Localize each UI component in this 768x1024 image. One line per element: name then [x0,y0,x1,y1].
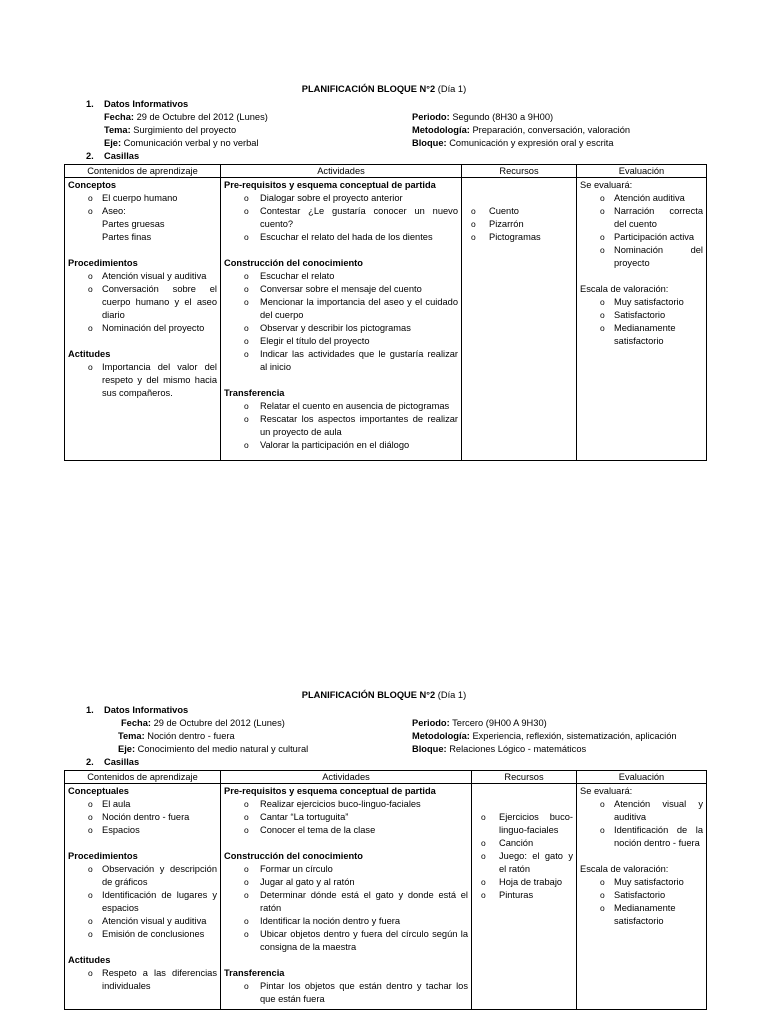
list-item: o Determinar dónde está el gato y donde está el ratón [224,889,468,915]
metodologia-value: Preparación, conversación, valoración [472,125,631,135]
contenidos-cell [65,178,221,461]
list-item: o Medianamente satisfactorio [580,322,703,348]
eje-row [104,137,259,150]
header-recursos: Recursos [462,165,577,178]
list-item: o Aseo: [68,205,217,218]
tema-value: Noción dentro - fuera [147,731,235,741]
plan-title [64,83,704,96]
recursos-cell [472,784,577,1010]
tema-row [104,124,236,137]
planning-table [64,164,707,461]
fecha-row [121,717,285,730]
evaluacion-cell [577,784,707,1010]
list-item: o Espacios [68,824,217,837]
eje-value: Comunicación verbal y no verbal [123,138,259,148]
eje-value: Conocimiento del medio natural y cultural [137,744,309,754]
list-item: o Atención auditiva [580,192,703,205]
list-item: o Satisfactorio [580,889,703,902]
header-recursos: Recursos [472,771,577,784]
list-item: o Atención visual y auditiva [68,915,217,928]
list-item: o Ejercicios buco-linguo-faciales [475,811,573,837]
section-heading: Casillas [104,757,140,767]
periodo-row [412,717,547,730]
evaluacion-section: Se evaluará: [580,180,633,190]
section-heading: Datos Informativos [104,99,189,109]
actividades-section: Construcción del conocimiento [224,258,363,268]
actividades-section: Pre-requisitos y esquema conceptual de partida [224,180,436,190]
list-item: o Contestar ¿Le gustaría conocer un nuevo cuento? [224,205,458,231]
title-text: PLANIFICACIÓN BLOQUE N°2 [301,690,436,700]
bloque-value: Relaciones Lógico - matemáticos [449,744,587,754]
contenidos-section: Procedimientos [68,258,138,268]
list-item: o El aula [68,798,217,811]
bloque-row [412,137,614,150]
periodo-label: Periodo: [412,718,450,728]
actividades-section: Transferencia [224,968,285,978]
datos-informativos [64,704,704,756]
list-item: o Dialogar sobre el proyecto anterior [224,192,458,205]
list-item: o Indicar las actividades que le gustaría realizar al inicio [224,348,458,374]
metodologia-row [412,124,630,137]
table-header-row [65,771,707,784]
periodo-label: Periodo: [412,112,450,122]
actividades-section: Construcción del conocimiento [224,851,363,861]
list-item: o Mencionar la importancia del aseo y el cuidado del cuerpo [224,296,458,322]
sub-item: Partes finas [102,232,152,242]
title-text: PLANIFICACIÓN BLOQUE N°2 [301,84,436,94]
periodo-row [412,111,553,124]
table-row [65,784,707,1010]
actividades-cell [221,784,472,1010]
eje-label: Eje: [118,744,136,754]
header-contenidos: Contenidos de aprendizaje [65,165,221,178]
actividades-section: Pre-requisitos y esquema conceptual de partida [224,786,436,796]
list-item: o Nominación del proyecto [68,322,217,335]
sub-item: Partes gruesas [102,219,165,229]
bloque-label: Bloque: [412,744,447,754]
list-item: o Muy satisfactorio [580,876,703,889]
tema-value: Surgimiento del proyecto [133,125,237,135]
table-row [65,178,707,461]
list-item: o Emisión de conclusiones [68,928,217,941]
fecha-value: 29 de Octubre del 2012 (Lunes) [136,112,268,122]
list-item: o Cuento [465,205,573,218]
list-item: o Escuchar el relato [224,270,458,283]
section-heading: Datos Informativos [104,705,189,715]
header-evaluacion: Evaluación [577,165,707,178]
plan-2 [64,689,704,1010]
list-item: o Conversación sobre el cuerpo humano y el aseo diario [68,283,217,322]
list-item: o Medianamente satisfactorio [580,902,703,928]
list-item: o Respeto a las diferencias individuales [68,967,217,993]
list-item: o Ubicar objetos dentro y fuera del círculo según la consigna de la maestra [224,928,468,954]
list-item: o Jugar al gato y al ratón [224,876,468,889]
section-number: 2. [86,151,94,161]
metodologia-label: Metodología: [412,731,470,741]
list-item: o Participación activa [580,231,703,244]
fecha-label: Fecha: [121,718,151,728]
list-item: o Identificación de la noción dentro - fuera [580,824,703,850]
list-item: o Rescatar los aspectos importantes de realizar un proyecto de aula [224,413,458,439]
list-item: o Conocer el tema de la clase [224,824,468,837]
list-item: o Pizarrón [465,218,573,231]
fecha-label: Fecha: [104,112,134,122]
bloque-value: Comunicación y expresión oral y escrita [449,138,614,148]
list-item: o Observación y descripción de gráficos [68,863,217,889]
list-item: o Juego: el gato y el ratón [475,850,573,876]
list-item: o Atención visual y auditiva [580,798,703,824]
plan-title [64,689,704,702]
list-item: o Valorar la participación en el diálogo [224,439,458,452]
list-item: o Escuchar el relato del hada de los dientes [224,231,458,244]
section-number: 2. [86,757,94,767]
contenidos-cell [65,784,221,1010]
title-day: (Día 1) [437,690,467,700]
tema-label: Tema: [104,125,131,135]
section-heading: Casillas [104,151,140,161]
list-item: o Hoja de trabajo [475,876,573,889]
list-item: o Noción dentro - fuera [68,811,217,824]
list-item: o Conversar sobre el mensaje del cuento [224,283,458,296]
section-number: 1. [86,705,94,715]
evaluacion-cell [577,178,707,461]
metodologia-label: Metodología: [412,125,470,135]
evaluacion-section: Se evaluará: [580,786,633,796]
evaluacion-section: Escala de valoración: [580,284,669,294]
planning-table [64,770,707,1010]
actividades-section: Transferencia [224,388,285,398]
list-item: o Pictogramas [465,231,573,244]
header-actividades: Actividades [221,165,462,178]
tema-row [118,730,235,743]
list-item: o Narración correcta del cuento [580,205,703,231]
plan-1 [64,83,704,461]
periodo-value: Tercero (9H00 A 9H30) [452,718,547,728]
list-item: o Satisfactorio [580,309,703,322]
list-item: o Cantar “La tortuguita” [224,811,468,824]
bloque-label: Bloque: [412,138,447,148]
list-item: o Identificar la noción dentro y fuera [224,915,468,928]
tema-label: Tema: [118,731,145,741]
contenidos-section: Actitudes [68,349,111,359]
eje-label: Eje: [104,138,122,148]
metodologia-value: Experiencia, reflexión, sistematización, aplicación [472,731,677,741]
header-actividades: Actividades [221,771,472,784]
bloque-row [412,743,586,756]
list-item: o Pinturas [475,889,573,902]
recursos-cell [462,178,577,461]
contenidos-section: Procedimientos [68,851,138,861]
periodo-value: Segundo (8H30 a 9H00) [452,112,554,122]
list-item: o El cuerpo humano [68,192,217,205]
metodologia-row [412,730,677,743]
header-contenidos: Contenidos de aprendizaje [65,771,221,784]
list-item: o Muy satisfactorio [580,296,703,309]
list-item: o Relatar el cuento en ausencia de pictogramas [224,400,458,413]
contenidos-section: Conceptos [68,180,117,190]
title-day: (Día 1) [437,84,467,94]
list-item: o Pintar los objetos que están dentro y tachar los que están fuera [224,980,468,1006]
contenidos-section: Conceptuales [68,786,129,796]
eje-row [118,743,308,756]
contenidos-section: Actitudes [68,955,111,965]
section-number: 1. [86,99,94,109]
evaluacion-section: Escala de valoración: [580,864,669,874]
list-item: o Formar un círculo [224,863,468,876]
table-header-row [65,165,707,178]
list-item: o Nominación del proyecto [580,244,703,270]
fecha-row [104,111,268,124]
list-item: o Canción [475,837,573,850]
list-item: o Atención visual y auditiva [68,270,217,283]
list-item: o Importancia del valor del respeto y del mismo hacia sus compañeros. [68,361,217,400]
datos-informativos [64,98,704,150]
actividades-cell [221,178,462,461]
fecha-value: 29 de Octubre del 2012 (Lunes) [153,718,285,728]
list-item: o Observar y describir los pictogramas [224,322,458,335]
list-item: o Elegir el título del proyecto [224,335,458,348]
header-evaluacion: Evaluación [577,771,707,784]
list-item: o Realizar ejercicios buco-linguo-faciales [224,798,468,811]
list-item: o Identificación de lugares y espacios [68,889,217,915]
